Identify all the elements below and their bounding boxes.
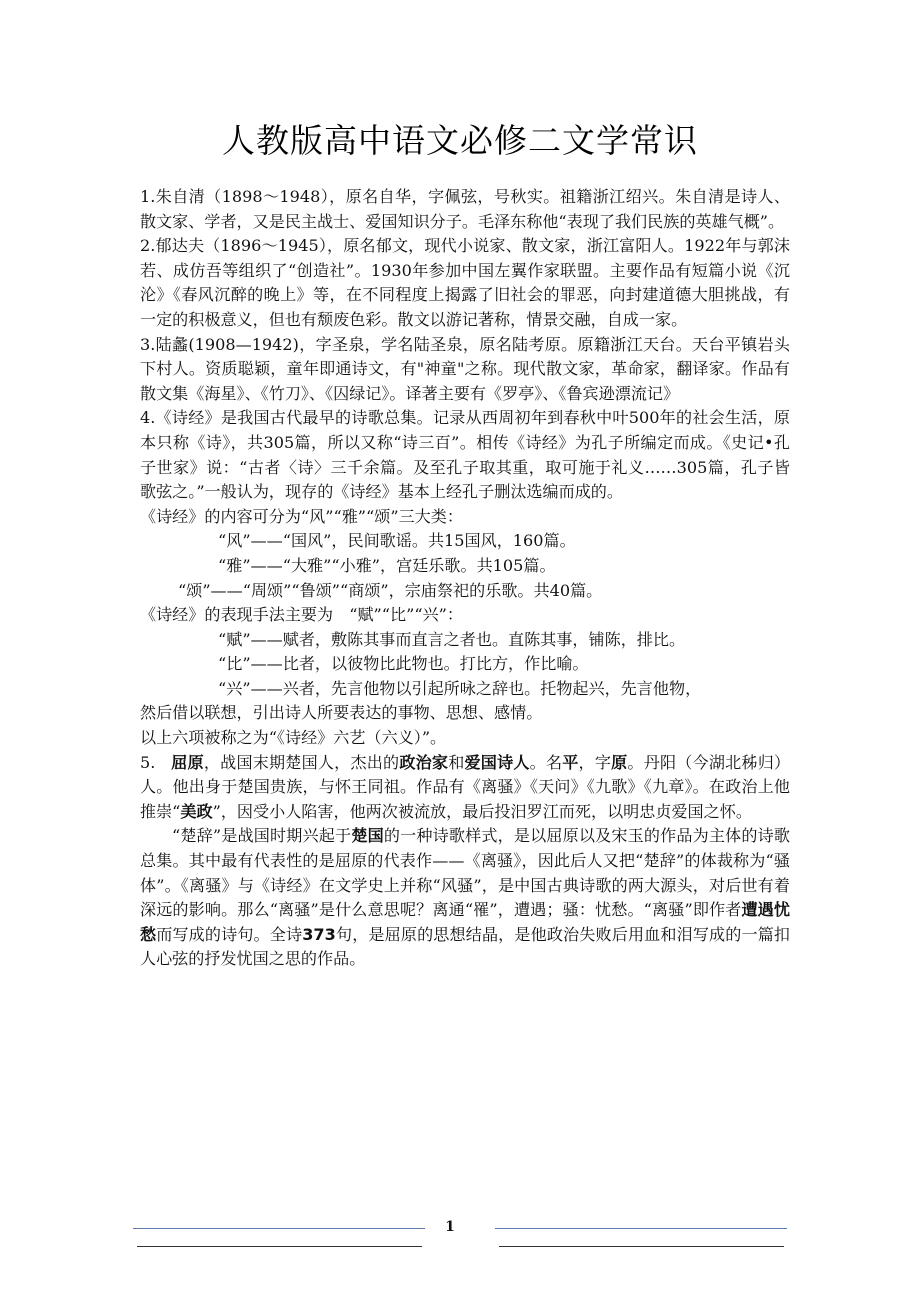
text-span: 句，是屈原的思想结晶，是他政治失败后用血和泪写成的一篇扣人心弦的抒发忧国之思的作品。 [140,924,791,969]
emphasis-politician: 政治家 [399,752,449,772]
document-title: 人教版高中语文必修二文学常识 [222,121,698,160]
text-span: 。名 [529,752,563,772]
paragraph-shijing-techniques: 《诗经》的表现手法主要为 “赋”“比”“兴”： [140,605,463,625]
paragraph-yu-dafu: 2.郁达夫（1896～1945），原名郁文，现代小说家、散文家，浙江富阳人。1922年与郭沫若、成仿吾等组织了“创造社”。1930年参加中国左翼作家联盟。主要作品有短篇小说《沉沦》《春风沉醉的晚上》等，在不同程度上揭露了旧社会的罪恶，向封建道德大胆挑战，有一定的积极意义，但也有颓废色彩。散文以游记著称，情景交融，自成一家。 [140,236,790,329]
paragraph-chuci [140,824,790,972]
emphasis-qu-yuan: 屈原 [171,752,204,772]
text-span: 和 [448,752,465,772]
paragraph-six-arts: 以上六项被称之为“《诗经》六艺（六义）”。 [140,728,447,748]
document-body [140,185,790,972]
item-feng: “风”——“国风”，民间歌谣。共15国风，160篇。 [218,531,576,551]
paragraph-shijing: 4.《诗经》是我国古代最早的诗歌总集。记录从西周初年到春秋中叶500年的社会生活，原本只称《诗》，共305篇，所以又称“诗三百”。相传《诗经》为孔子所编定而成。《史记•孔子世家》说：“古者〈诗〉三千余篇。及至孔子取其重，取可施于礼义……305篇，孔子皆歌弦之。”一般认为，现存的《诗经》基本上经孔子删汰选编而成的。 [140,408,790,502]
emphasis-chu-state: 楚国 [351,826,384,846]
footer-rule-left-top [133,1228,425,1229]
page-number: 1 [445,1219,455,1235]
paragraph-lu-li: 3.陆蠡(1908—1942)，字圣泉，学名陆圣泉，原名陆考原。原籍浙江天台。天台平镇岩头下村人。资质聪颖，童年即通诗文，有"神童"之称。现代散文家，革命家，翻译家。作品有散文集《海星》、《竹刀》、《囚绿记》。译著主要有《罗亭》、《鲁宾逊漂流记》 [140,334,790,403]
item-number: 5. [140,752,156,772]
paragraph-shijing-categories: 《诗经》的内容可分为“风”“雅”“颂”三大类： [140,506,463,526]
text-span: 而写成的诗句。全诗 [156,924,303,944]
item-song: “颂”——“周颂”“鲁颂”“商颂”，宗庙祭祀的乐歌。共40篇。 [178,580,603,600]
paragraph-qu-yuan [140,751,790,825]
footer-rule-right-bottom [499,1246,784,1247]
item-ya: “雅”——“大雅”“小雅”，宫廷乐歌。共105篇。 [218,555,556,575]
item-fu: “赋”——赋者，敷陈其事而直言之者也。直陈其事，铺陈，排比。 [218,629,686,649]
text-span: 的一种诗歌样式，是以屈原以及宋玉的作品为主体的诗歌总集。其中最有代表性的是屈原的代表作——《离骚》，因此后人又把“楚辞”的体裁称为“骚体”。《离骚》与《诗经》在文学史上并称“风骚”，是中国古典诗歌的两大源头，对后世有着深远的影响。那么“离骚”是什么意思呢？离通“罹”，遭遇；骚：忧愁。“离骚”即作者 [140,826,791,920]
footer-rule-left-bottom [137,1246,422,1247]
item-bi: “比”——比者，以彼物比此物也。打比方，作比喻。 [218,654,589,674]
page-footer [0,1212,920,1262]
emphasis-patriotic-poet: 爱国诗人 [464,752,530,772]
text-span: ”，因受小人陷害，他两次被流放，最后投汨罗江而死，以明忠贞爱国之怀。 [212,801,752,821]
emphasis-zi-yuan: 原 [611,752,628,772]
emphasis-373: 373 [302,924,336,944]
text-span: ，战国末期楚国人，杰出的 [203,752,400,772]
emphasis-meizheng: 美政 [180,801,213,821]
emphasis-encounter-sorrow: 遭遇忧愁 [140,900,790,944]
text-span: ，字 [578,752,612,772]
paragraph-zhu-ziqing: 1.朱自清（1898～1948），原名自华，字佩弦，号秋实。祖籍浙江绍兴。朱自清是诗人、散文家、学者，又是民主战士、爱国知识分子。毛泽东称他“表现了我们民族的英雄气概”。 [140,187,790,231]
footer-rule-right-top [495,1228,787,1229]
item-xing-line2: 然后借以联想，引出诗人所要表达的事物、思想、感情。 [140,703,543,723]
text-span: “楚辞”是战国时期兴起于 [172,826,352,846]
item-xing-line1: “兴”——兴者，先言他物以引起所咏之辞也。托物起兴，先言他物， [218,678,702,698]
emphasis-name-ping: 平 [562,752,579,772]
text-span: 。丹阳（今湖北秭归）人。他出身于楚国贵族，与怀王同祖。作品有《离骚》《天问》《九歌》《九章》。在政治上他推崇“ [140,752,791,821]
